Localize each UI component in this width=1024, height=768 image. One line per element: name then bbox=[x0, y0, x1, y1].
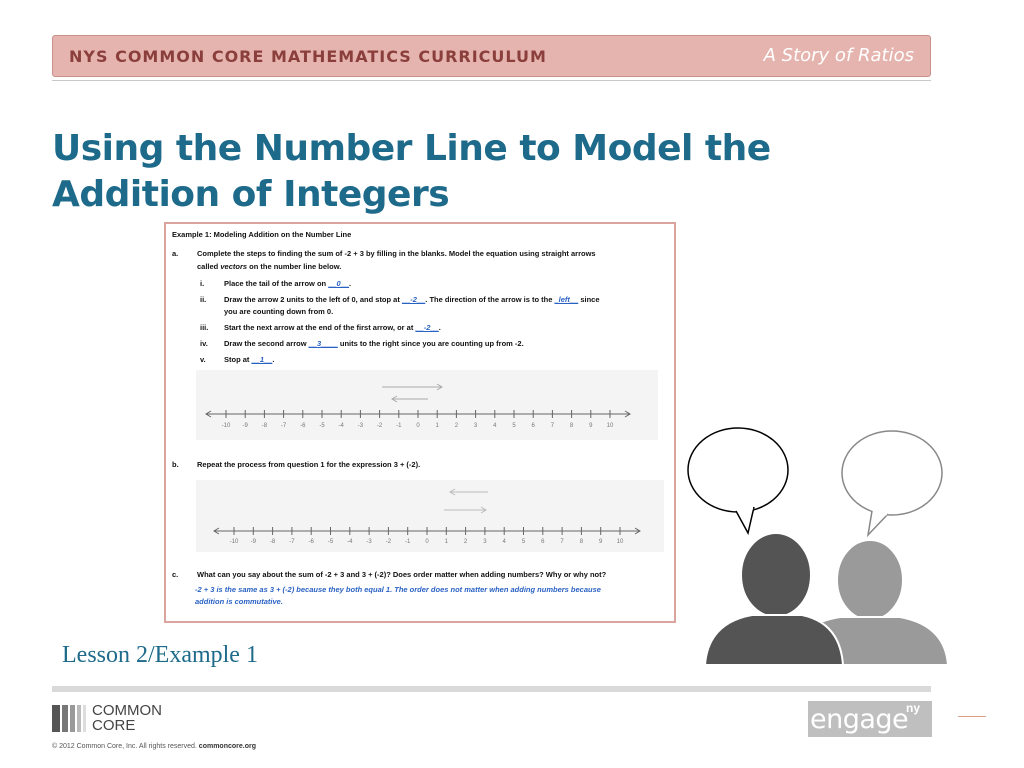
number-line-a bbox=[196, 370, 658, 440]
step-ii-num: ii. bbox=[200, 295, 207, 304]
number-line-tick-label: -6 bbox=[300, 423, 306, 429]
common-core-logo-icon bbox=[52, 705, 86, 732]
number-line-tick-label: -2 bbox=[385, 539, 392, 545]
speech-bubble-left-icon bbox=[688, 428, 788, 533]
number-line-tick-label: -4 bbox=[347, 539, 353, 545]
number-line-tick-label: -1 bbox=[405, 539, 411, 545]
step-iii-num: iii. bbox=[200, 323, 209, 332]
number-line-tick-label: -10 bbox=[221, 423, 231, 429]
step-i-num: i. bbox=[200, 279, 205, 288]
part-a-line1: Complete the steps to finding the sum of -2 + 3 by filling in the blanks. Model the equation using straight arrows bbox=[197, 249, 596, 258]
number-line-tick-label: 9 bbox=[599, 539, 603, 545]
number-line-tick-label: -9 bbox=[242, 423, 248, 429]
number-line-tick-label: 7 bbox=[550, 423, 555, 429]
discussion-people-illustration bbox=[680, 425, 950, 670]
number-line-b-panel bbox=[196, 480, 664, 552]
number-line-tick-label: 8 bbox=[579, 539, 584, 545]
part-b-marker: b. bbox=[172, 460, 179, 469]
step-iv-num: iv. bbox=[200, 339, 208, 348]
number-line-tick-label: 1 bbox=[444, 539, 448, 545]
number-line-tick-label: 3 bbox=[473, 423, 478, 429]
number-line-tick-label: 3 bbox=[483, 539, 487, 545]
number-line-tick-label: 7 bbox=[560, 539, 564, 545]
header-divider bbox=[52, 80, 931, 81]
step-i: Place the tail of the arrow on __0__. bbox=[224, 279, 352, 288]
number-line-tick-label: 4 bbox=[502, 539, 506, 545]
number-line-tick-label: 2 bbox=[454, 423, 459, 429]
worksheet-image bbox=[164, 222, 676, 623]
part-a-line2: called vectors on the number line below. bbox=[197, 262, 342, 271]
number-line-tick-label: -8 bbox=[261, 423, 268, 429]
number-line-tick-label: -5 bbox=[327, 539, 334, 545]
lesson-label: Lesson 2/Example 1 bbox=[62, 642, 258, 668]
number-line-tick-label: 8 bbox=[569, 423, 574, 429]
number-line-tick-label: -3 bbox=[366, 539, 372, 545]
step-iv: Draw the second arrow __3____ units to the right since you are counting up from -2. bbox=[224, 339, 524, 348]
number-line-a-panel bbox=[196, 370, 658, 440]
number-line-tick-label: -10 bbox=[229, 539, 239, 545]
number-line-tick-label: 4 bbox=[493, 423, 497, 429]
step-ii-cont: you are counting down from 0. bbox=[224, 307, 334, 316]
number-line-tick-label: 10 bbox=[616, 539, 624, 545]
worksheet-heading: Example 1: Modeling Addition on the Number Line bbox=[172, 230, 352, 239]
number-line-tick-label: -6 bbox=[308, 539, 314, 545]
slide-title: Using the Number Line to Model the Addition of Integers bbox=[52, 128, 771, 215]
number-line-tick-label: -3 bbox=[357, 423, 364, 429]
number-line-tick-label: -4 bbox=[338, 423, 344, 429]
part-c-answer-line1: -2 + 3 is the same as 3 + (-2) because they both equal 1. The order does not matter when adding numbers because bbox=[195, 585, 601, 594]
part-b-text: Repeat the process from question 1 for the expression 3 + (-2). bbox=[197, 460, 421, 469]
number-line-tick-label: -8 bbox=[269, 539, 276, 545]
footer-divider bbox=[52, 686, 931, 692]
number-line-tick-label: -2 bbox=[376, 423, 383, 429]
number-line-tick-label: 2 bbox=[463, 539, 468, 545]
number-line-tick-label: 6 bbox=[541, 539, 545, 545]
engageny-logo: engage ny bbox=[808, 701, 932, 737]
number-line-tick-label: 0 bbox=[425, 539, 429, 545]
number-line-tick-label: 5 bbox=[521, 539, 526, 545]
number-line-tick-label: -5 bbox=[319, 423, 325, 429]
step-v: Stop at __1__. bbox=[224, 355, 275, 364]
number-line-tick-label: -7 bbox=[289, 539, 295, 545]
step-ii: Draw the arrow 2 units to the left of 0, and stop at __-2__. The direction of the arrow is to the _left__ since bbox=[224, 295, 600, 304]
number-line-tick-label: -1 bbox=[396, 423, 402, 429]
step-v-num: v. bbox=[200, 355, 206, 364]
number-line-tick-label: -7 bbox=[280, 423, 287, 429]
part-c-marker: c. bbox=[172, 570, 179, 579]
corner-dash bbox=[958, 716, 986, 717]
number-line-tick-label: 9 bbox=[589, 423, 593, 429]
copyright-notice: © 2012 Common Core, Inc. All rights reserved. commoncore.org bbox=[52, 743, 256, 750]
number-line-b bbox=[196, 480, 664, 552]
header-bar bbox=[52, 35, 931, 77]
curriculum-label: NYS COMMON CORE MATHEMATICS CURRICULUM bbox=[69, 47, 547, 66]
number-line-tick-label: 5 bbox=[512, 423, 516, 429]
speech-bubble-right-icon bbox=[842, 431, 942, 535]
part-a-marker: a. bbox=[172, 249, 179, 258]
common-core-wordmark: COMMON CORE bbox=[92, 702, 162, 734]
number-line-tick-label: 6 bbox=[531, 423, 535, 429]
part-c-text: What can you say about the sum of -2 + 3 and 3 + (-2)? Does order matter when adding numbers? Why or why not? bbox=[197, 570, 607, 579]
number-line-tick-label: -9 bbox=[250, 539, 256, 545]
person-front-icon bbox=[705, 533, 843, 665]
step-iii: Start the next arrow at the end of the first arrow, or at __-2__. bbox=[224, 323, 441, 332]
number-line-tick-label: 1 bbox=[435, 423, 439, 429]
number-line-tick-label: 10 bbox=[606, 423, 614, 429]
story-label: A Story of Ratios bbox=[763, 45, 914, 66]
number-line-tick-label: 0 bbox=[416, 423, 420, 429]
part-c-answer-line2: addition is commutative. bbox=[195, 597, 283, 606]
